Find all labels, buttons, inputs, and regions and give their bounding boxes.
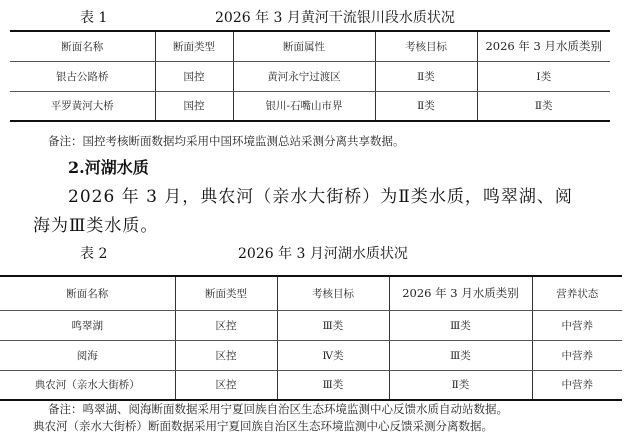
table2-note-line1: 备注：鸣翠湖、阅海断面数据采用宁夏回族自治区生态环境监测中心反馈水质自动站数据。 bbox=[48, 402, 508, 416]
table-cell: Ⅲ类 bbox=[277, 310, 389, 340]
table2-header-cell: 断面名称 bbox=[0, 276, 175, 310]
table1-header-cell: 断面名称 bbox=[10, 31, 155, 61]
table-cell: Ⅳ类 bbox=[277, 340, 389, 370]
table2-header-cell: 营养状态 bbox=[532, 276, 622, 310]
table-row bbox=[0, 340, 622, 370]
table2-header-row bbox=[0, 276, 622, 310]
table1-title: 2026 年 3 月黄河干流银川段水质状况 bbox=[215, 10, 455, 26]
table-cell: Ⅱ类 bbox=[477, 91, 610, 121]
table1 bbox=[10, 30, 610, 122]
table-cell: 国控 bbox=[155, 91, 233, 121]
table2 bbox=[0, 275, 622, 401]
table2-title: 2026 年 3 月河湖水质状况 bbox=[238, 246, 408, 262]
table1-note: 备注：国控考核断面数据均采用中国环境监测总站采测分离共享数据。 bbox=[48, 134, 405, 148]
table-cell: 阅海 bbox=[0, 340, 175, 370]
table1-header-cell: 2026 年 3 月水质类别 bbox=[477, 31, 610, 61]
table-cell: 平罗黄河大桥 bbox=[10, 91, 155, 121]
section-heading: 2.河湖水质 bbox=[68, 158, 149, 177]
table-cell: 区控 bbox=[175, 310, 277, 340]
table-row bbox=[0, 310, 622, 340]
table2-header-cell: 2026 年 3 月水质类别 bbox=[389, 276, 532, 310]
table-cell: 中营养 bbox=[532, 310, 622, 340]
table-cell: 黄河永宁过渡区 bbox=[233, 61, 375, 91]
table-cell: Ⅲ类 bbox=[277, 370, 389, 400]
table-cell: Ⅱ类 bbox=[375, 91, 477, 121]
table-row bbox=[0, 370, 622, 400]
table-cell: Ⅰ类 bbox=[477, 61, 610, 91]
table-cell: 区控 bbox=[175, 340, 277, 370]
table1-header-row bbox=[10, 31, 610, 61]
table-cell: 国控 bbox=[155, 61, 233, 91]
table2-header-cell: 断面类型 bbox=[175, 276, 277, 310]
section-paragraph-line1: 2026 年 3 月，典农河（亲水大街桥）为Ⅱ类水质，鸣翠湖、阅 bbox=[68, 187, 573, 207]
table1-label: 表 1 bbox=[80, 10, 108, 26]
table-cell: 银古公路桥 bbox=[10, 61, 155, 91]
table-cell: 典农河（亲水大街桥） bbox=[0, 370, 175, 400]
table1-header-cell: 断面类型 bbox=[155, 31, 233, 61]
table-cell: Ⅱ类 bbox=[375, 61, 477, 91]
table-cell: 中营养 bbox=[532, 340, 622, 370]
table-cell: 中营养 bbox=[532, 370, 622, 400]
section-paragraph-line2: 海为Ⅲ类水质。 bbox=[33, 216, 159, 236]
table1-header-cell: 断面属性 bbox=[233, 31, 375, 61]
table-cell: 银川-石嘴山市界 bbox=[233, 91, 375, 121]
table-cell: Ⅲ类 bbox=[389, 340, 532, 370]
table-row bbox=[10, 61, 610, 91]
table-cell: Ⅱ类 bbox=[389, 370, 532, 400]
table-row bbox=[10, 91, 610, 121]
table1-header-cell: 考核目标 bbox=[375, 31, 477, 61]
table2-header-cell: 考核目标 bbox=[277, 276, 389, 310]
table-cell: Ⅲ类 bbox=[389, 310, 532, 340]
table-cell: 鸣翠湖 bbox=[0, 310, 175, 340]
table-cell: 区控 bbox=[175, 370, 277, 400]
table2-note-line2: 典农河（亲水大街桥）断面数据采用宁夏回族自治区生态环境监测中心反馈采测分离数据。 bbox=[33, 419, 493, 433]
table2-label: 表 2 bbox=[80, 246, 108, 262]
